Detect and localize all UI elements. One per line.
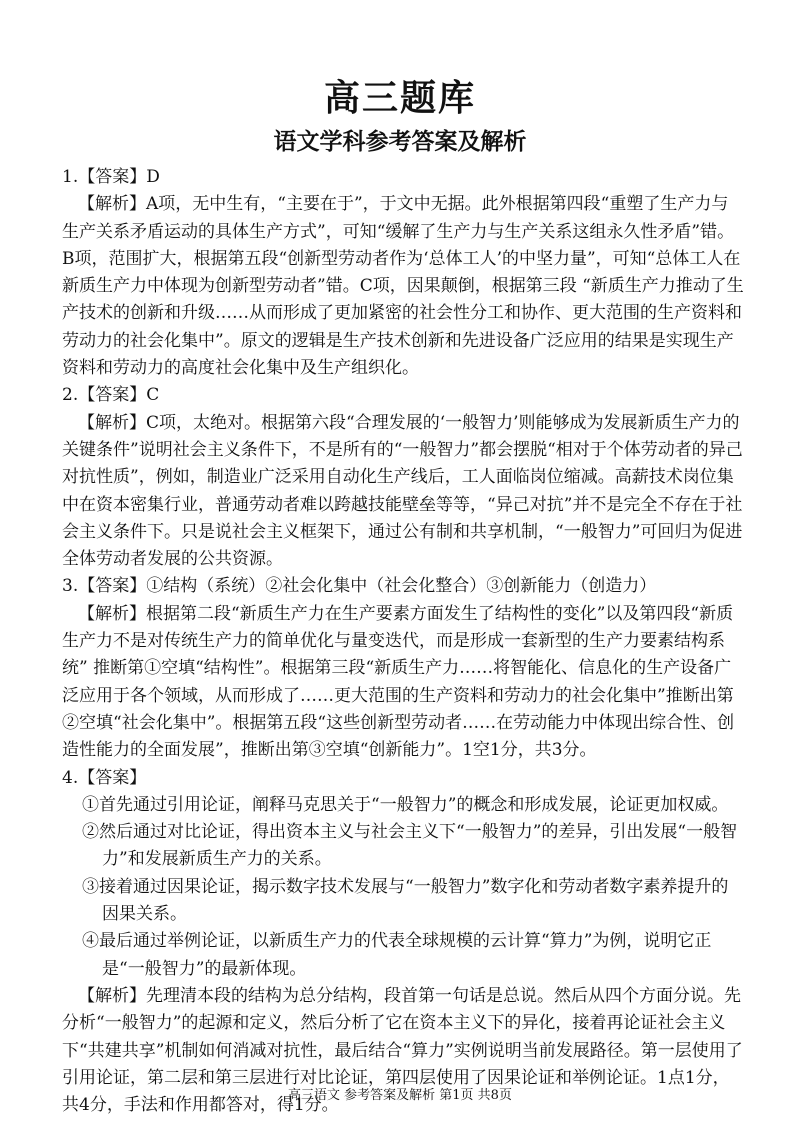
page-footer: 高三语文 参考答案及解析 第1页 共8页 bbox=[288, 1088, 512, 1103]
q2-analysis: 【解析】C项，太绝对。根据第六段“合理发展的‘一般智力’则能够成为发展新质生产力的关键条件”说明社会主义条件下，不是所有的“一般智力”都会摆脱“相对于个体劳动者的异己对抗性质”，例如，制造业广泛采用自动化生产线后，工人面临岗位缩减。高薪技术岗位集中在资本密集行业，普通劳动者难以跨越技能壁垒等等，“异己对抗”并不是完全不存在于社会主义条件下。只是说社会主义框架下，通过公有制和共享机制，“一般智力”可回归为促进全体劳动者发展的公共资源。 bbox=[62, 412, 743, 570]
q3-answer: 3.【答案】①结构（系统）②社会化集中（社会化整合）③创新能力（创造力） bbox=[62, 576, 657, 597]
q4-answer: 4.【答案】 bbox=[62, 767, 147, 788]
q4-point-3: ③接着通过因果论证，揭示数字技术发展与“一般智力”数字化和劳动者数字素养提升的因果关系。 bbox=[82, 876, 729, 925]
q1-answer: 1.【答案】D bbox=[62, 167, 160, 187]
page-title: 高三题库 bbox=[323, 78, 476, 119]
q4-point-2: ②然后通过对比论证，得出资本主义与社会主义下“一般智力”的差异，引出发展“一般智力”和发展新质生产力的关系。 bbox=[82, 822, 738, 870]
answer-content bbox=[62, 164, 744, 1119]
q4-point-4: ④最后通过举例论证，以新质生产力的代表全球规模的云计算“算力”为例，说明它正是“一般智力”的最新体现。 bbox=[82, 931, 712, 979]
q1-analysis: 【解析】A项，无中生有，“主要在于”，于文中无据。此外根据第四段“重塑了生产力与生产关系矛盾运动的具体生产方式”，可知“缓解了生产力与生产关系这组永久性矛盾”错。B项，范围扩大，根据第五段“创新型劳动者作为‘总体工人’的中坚力量”，可知“总体工人在新质生产力中体现为创新型劳动者”错。C项，因果颠倒，根据第三段 “新质生产力推动了生产技术的创新和升级……从而形成了更加紧密的社会性分工和协作、更大范围的生产资料和劳动力的社会化集中”。原文的逻辑是生产技术创新和先进设备广泛应用的结果是实现生产资料和劳动力的高度社会化集中及生产组织化。 bbox=[62, 194, 744, 379]
page-subtitle: 语文学科参考答案及解析 bbox=[273, 129, 527, 155]
q2-answer: 2.【答案】C bbox=[62, 385, 160, 406]
q4-analysis: 【解析】先理清本段的结构为总分结构，段首第一句话是总说。然后从四个方面分说。先分析“一般智力”的起源和定义，然后分析了它在资本主义下的异化，接着再论证社会主义下“共建共享”机制如何消减对抗性，最后结合“算力”实例说明当前发展路径。第一层使用了引用论证，第二层和第三层进行对比论证，第四层使用了因果论证和举例论证。1点1分，共4分，手法和作用都答对，得1分。 bbox=[62, 985, 743, 1116]
q4-point-1: ①首先通过引用论证，阐释马克思关于“一般智力”的概念和形成发展，论证更加权威。 bbox=[82, 794, 729, 815]
q3-analysis: 【解析】根据第二段“新质生产力在生产要素方面发生了结构性的变化”以及第四段“新质生产力不是对传统生产力的简单优化与量变迭代，而是形成一套新型的生产力要素结构系统” 推断第①空填“结构性”。根据第三段“新质生产力……将智能化、信息化的生产设备广泛应用于各个领域，从而形成了……更大范围的生产资料和劳动力的社会化集中”推断出第②空填“社会化集中”。根据第五段“这些创新型劳动者……在劳动能力中体现出综合性、创造性能力的全面发展”，推断出第③空填“创新能力”。1空1分，共3分。 bbox=[62, 603, 735, 761]
